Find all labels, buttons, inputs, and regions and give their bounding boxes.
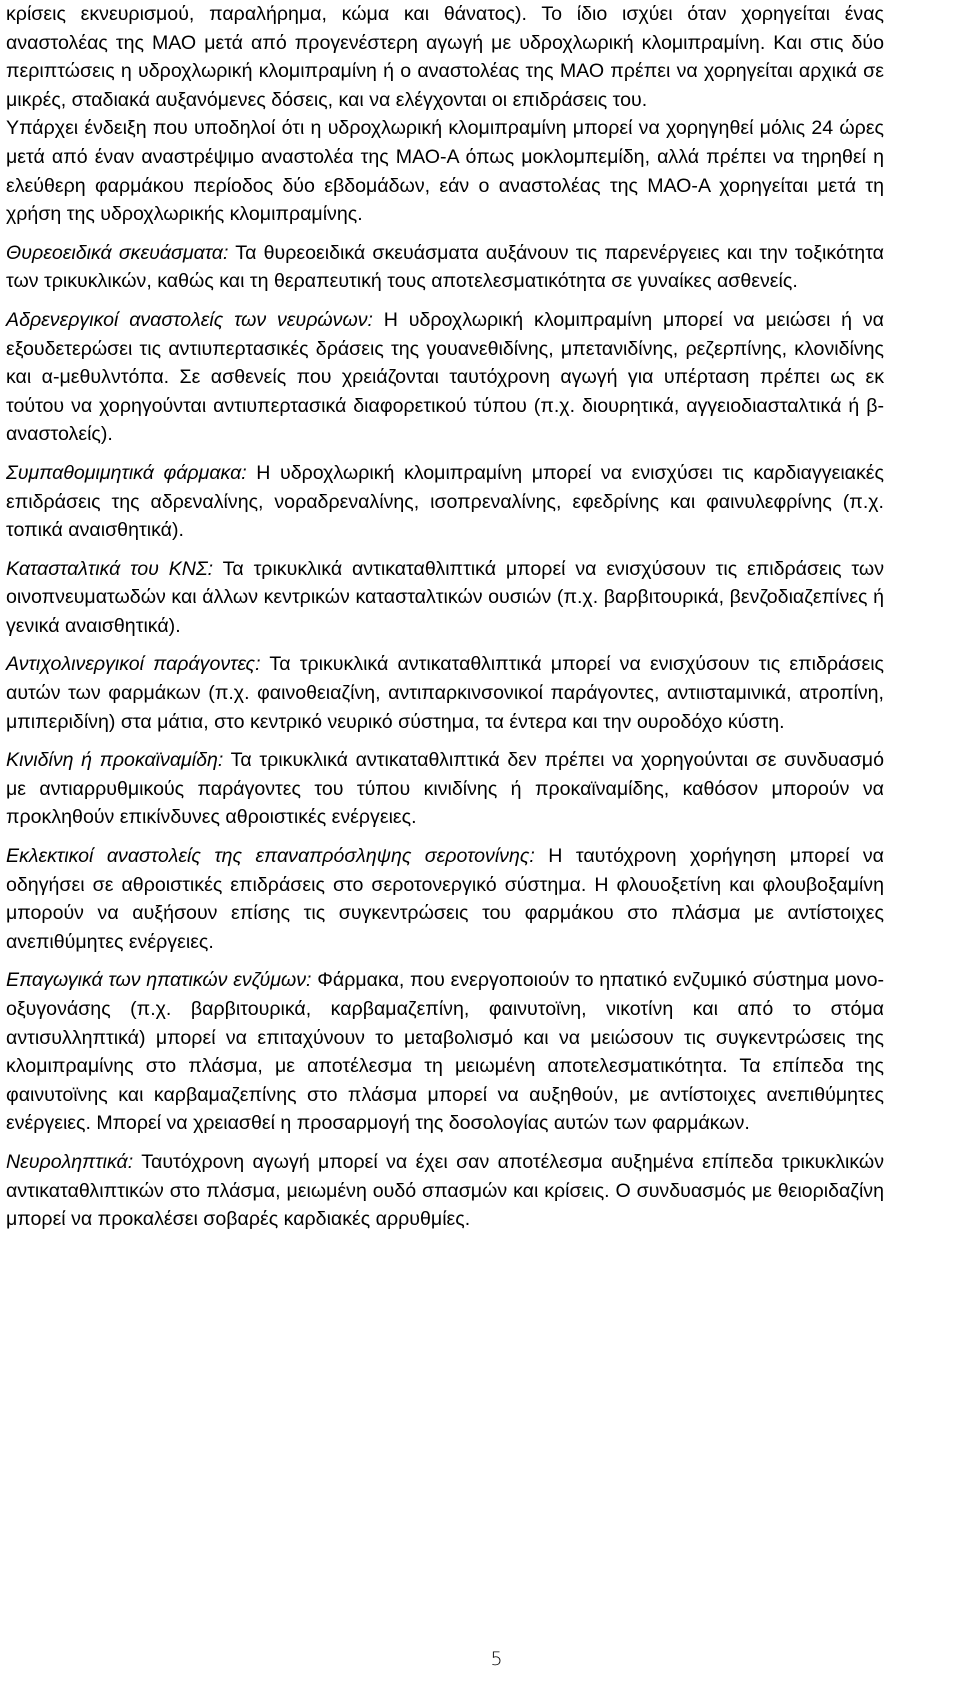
paragraph-ssri xyxy=(6,842,884,956)
paragraph-text: Η υδροχλωρική κλομιπραμίνη μπορεί να ενισχύσει τις καρδιαγγειακές επιδράσεις της αδρεναλίνης, νοραδρεναλίνης, ισοπρεναλίνης, εφεδρίνης και φαινυλεφρίνης (π.χ. τοπικά αναισθητικά). xyxy=(6,461,884,542)
section-term: Συμπαθομιμητικά φάρμακα: xyxy=(6,461,247,484)
paragraph-text: Τα τρικυκλικά αντικαταθλιπτικά μπορεί να ενισχύσουν τις επιδράσεις αυτών των φαρμάκων (π.χ. φαινοθειαζίνη, αντιπαρκινσονικοί παράγοντες, αντιισταμινικά, ατροπίνη, μπιπεριδίνη) στα μάτια, στο κεντρικό νευρικό σύστημα, τα έντερα και την ουροδόχο κύστη. xyxy=(6,653,885,733)
paragraph-adrenergic-neuron-blockers xyxy=(6,306,884,449)
section-term: Κινιδίνη ή προκαϊναμίδη: xyxy=(6,749,224,772)
paragraph-quinidine-procainamide xyxy=(6,746,884,832)
page-number-text: 5 xyxy=(490,1648,503,1670)
section-term: Επαγωγικά των ηπατικών ενζύμων: xyxy=(6,969,312,992)
paragraph-text: Υπάρχει ένδειξη που υποδηλοί ότι η υδροχλωρική κλομιπραμίνη μπορεί να χορηγηθεί μόλις 24 ώρες μετά από έναν αναστρέψιμο αναστολέα της ΜΑΟ-Α όπως μοκλομπεμίδη, αλλά πρέπει να τηρηθεί η ελεύθερη φαρμάκου περίοδος δύο εβδομάδων, εάν ο αναστολέας της ΜΑΟ-Α χορηγείται μετά τη χρήση της υδροχλωρικής κλομιπραμίνης. xyxy=(6,117,884,226)
section-term: Θυρεοειδικά σκευάσματα: xyxy=(6,241,229,264)
paragraph-cns-depressants xyxy=(6,555,884,641)
section-term: Αντιχολινεργικοί παράγοντες: xyxy=(6,653,261,676)
paragraph-text: Τα θυρεοειδικά σκευάσματα αυξάνουν τις παρενέργειες και την τοξικότητα των τρικυκλικών, καθώς και τη θεραπευτική τους αποτελεσματικότητα σε γυναίκες ασθενείς. xyxy=(6,241,884,293)
paragraph-anticholinergics xyxy=(6,650,884,736)
page-number xyxy=(0,1648,960,1671)
section-term: Κατασταλτικά του ΚΝΣ: xyxy=(6,557,214,580)
paragraph-thyroid-preparations xyxy=(6,239,884,296)
paragraph-liver-enzyme-inducers xyxy=(6,966,884,1138)
document-body xyxy=(6,0,884,1234)
paragraph-mao-interaction-continued xyxy=(6,0,884,114)
paragraph-neuroleptics xyxy=(6,1148,884,1234)
section-term: Αδρενεργικοί αναστολείς των νευρώνων: xyxy=(6,308,373,331)
paragraph-sympathomimetics xyxy=(6,459,884,545)
paragraph-text: Τα τρικυκλικά αντικαταθλιπτικά μπορεί να ενισχύσουν τις επιδράσεις των οινοπνευματωδών και άλλων κεντρικών κατασταλτικών ουσιών (π.χ. βαρβιτουρικά, βενζοδιαζεπίνες ή γενικά αναισθητικά). xyxy=(6,557,884,637)
paragraph-text: Η υδροχλωρική κλομιπραμίνη μπορεί να μειώσει ή να εξουδετερώσει τις αντιυπερτασικές δράσεις της γουανεθιδίνης, μπετανιδίνης, ρεζερπίνης, κλονιδίνης και α-μεθυλντόπα. Σε ασθενείς που χρειάζονται ταυτόχρονη αγωγή για υπέρταση πρέπει ως εκ τούτου να χορηγούνται αντιυπερτασικά διαφορετικού τύπου (π.χ. διουρητικά, αγγειοδιασταλτικά ή β-αναστολείς). xyxy=(6,308,884,446)
paragraph-text: Τα τρικυκλικά αντικαταθλιπτικά δεν πρέπει να χορηγούνται σε συνδυασμό με αντιαρρυθμικούς παράγοντες του τύπου κινιδίνης ή προκαϊναμίδης, καθόσον μπορούν να προκληθούν επικίνδυνες αθροιστικές ενέργειες. xyxy=(6,749,884,829)
paragraph-text: κρίσεις εκνευρισμού, παραλήρημα, κώμα και θάνατος). Το ίδιο ισχύει όταν χορηγείται ένας αναστολέας της ΜΑΟ μετά από προγενέστερη αγωγή με υδροχλωρική κλομιπραμίνη. Και στις δύο περιπτώσεις η υδροχλωρική κλομιπραμίνη ή ο αναστολέας της ΜΑΟ πρέπει να χορηγείται αρχικά σε μικρές, σταδιακά αυξανόμενες δόσεις, και να ελέγχονται οι επιδράσεις του. xyxy=(6,3,884,111)
paragraph-text: Η ταυτόχρονη χορήγηση μπορεί να οδηγήσει σε αθροιστικές επιδράσεις στο σεροτονεργικό σύστημα. Η φλουοξετίνη και φλουβοξαμίνη μπορούν να αυξήσουν επίσης τις συγκεντρώσεις του φαρμάκου στο πλάσμα με αντίστοιχες ανεπιθύμητες ενέργειες. xyxy=(6,845,884,953)
section-term: Νευροληπτικά: xyxy=(6,1150,134,1173)
paragraph-text: Φάρμακα, που ενεργοποιούν το ηπατικό ενζυμικό σύστημα μονο-οξυγονάσης (π.χ. βαρβιτουρικά, καρβαμαζεπίνη, φαινυτοϊνη, νικοτίνη και από το στόμα αντισυλληπτικά) μπορεί να επιταχύνουν το μεταβολισμό και να μειώσουν τις συγκεντρώσεις της κλομιπραμίνης στο πλάσμα, με αποτέλεσμα τη μειωμένη αποτελεσματικότητα. Τα επίπεδα της φαινυτοϊνης και καρβαμαζεπίνης στο πλάσμα μπορεί να αυξηθούν, με αντίστοιχες ανεπιθύμητες ενέργειες. Μπορεί να χρειασθεί η προσαρμογή της δοσολογίας αυτών των φαρμάκων. xyxy=(6,969,884,1135)
paragraph-text: Ταυτόχρονη αγωγή μπορεί να έχει σαν αποτέλεσμα αυξημένα επίπεδα τρικυκλικών αντικαταθλιπτικών στο πλάσμα, μειωμένη ουδό σπασμών και κρίσεις. Ο συνδυασμός με θειοριδαζίνη μπορεί να προκαλέσει σοβαρές καρδιακές αρρυθμίες. xyxy=(6,1150,884,1231)
paragraph-moclobemide-evidence xyxy=(6,114,884,228)
section-term: Εκλεκτικοί αναστολείς της επαναπρόσληψης σεροτονίνης: xyxy=(6,845,535,868)
